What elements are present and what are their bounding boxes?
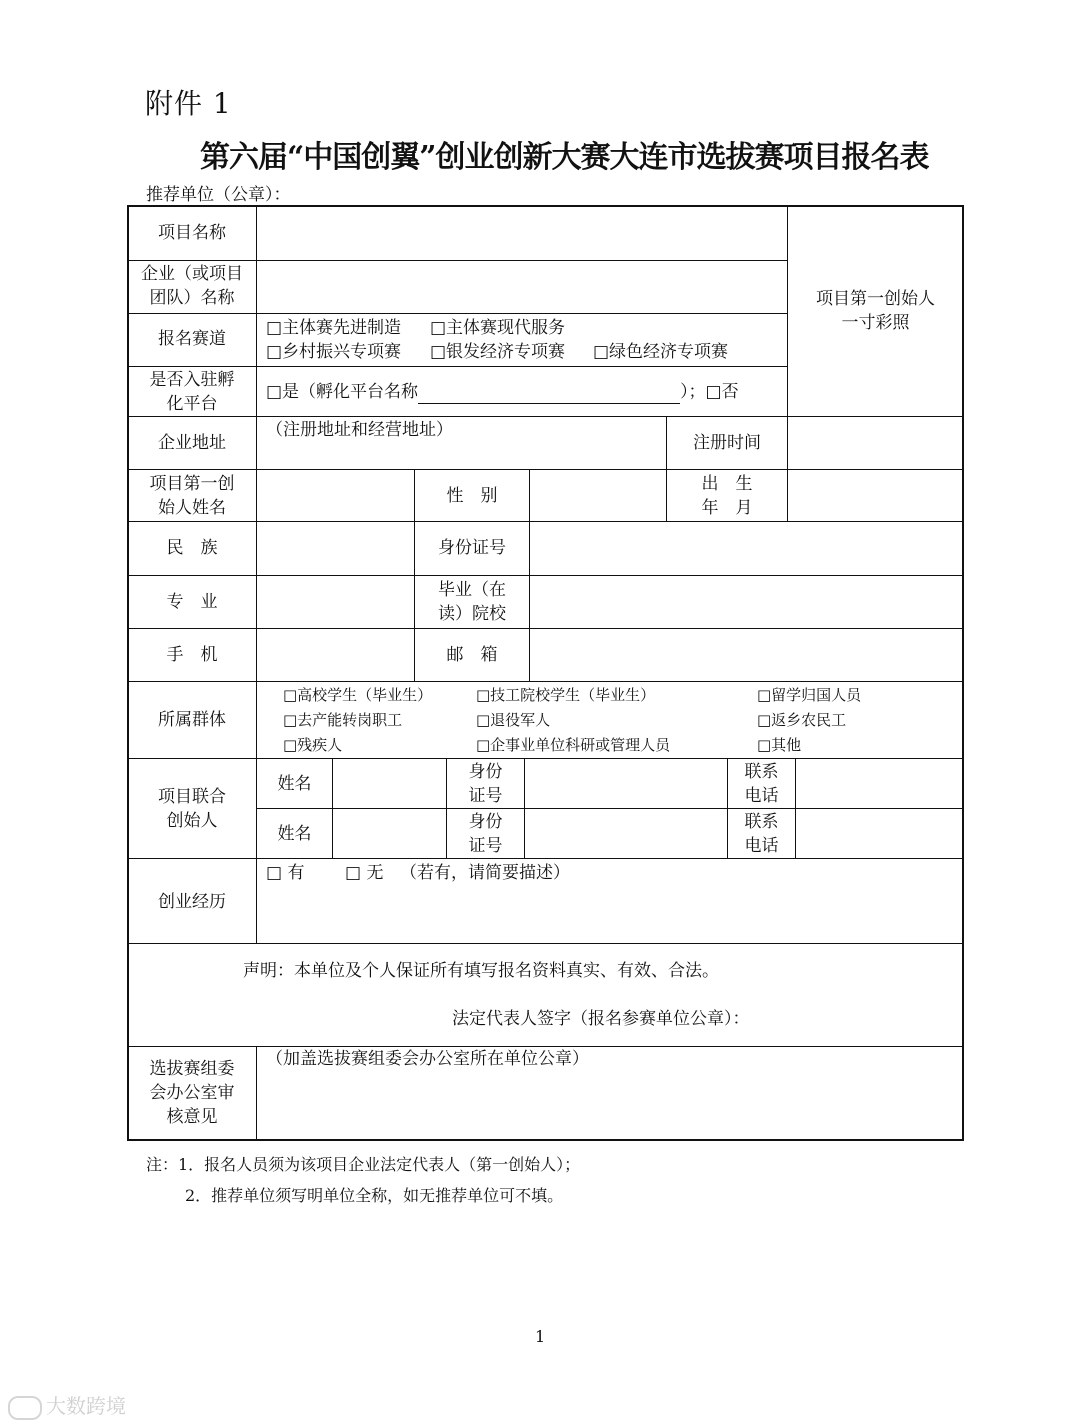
review-hint: （加盖选拔赛组委会办公室所在单位公章） [266, 1049, 589, 1069]
track-option-manufacturing[interactable]: □主体赛先进制造 [266, 318, 402, 338]
cofounder2-contact-label-line1: 联系 [744, 812, 779, 832]
attachment-label: 附件 1 [145, 87, 232, 120]
review-label-line3: 核意见 [166, 1107, 218, 1127]
founder-label-line1: 项目第一创 [149, 474, 235, 494]
cofounder-label-line1: 项目联合 [158, 787, 226, 807]
signature-label: 法定代表人签字（报名参赛单位公章）： [452, 1009, 750, 1029]
gender-label: 性 别 [446, 486, 498, 506]
cofounder2-contact-label-line2: 电话 [744, 836, 779, 856]
incubator-no-option[interactable]: ）；□否 [680, 382, 739, 402]
cofounder2-id-label-line2: 证号 [468, 836, 503, 856]
school-label-line1: 毕业（在 [438, 580, 506, 600]
birth-label-line1: 出 生 [701, 474, 753, 494]
photo-label-line2: 一寸彩照 [841, 313, 910, 333]
group-option-disabled[interactable]: □残疾人 [283, 736, 343, 754]
incubator-label-line1: 是否入驻孵 [149, 370, 235, 390]
track-option-rural[interactable]: □乡村振兴专项赛 [266, 342, 402, 362]
phone-label: 手 机 [166, 645, 218, 665]
row-divider [127, 943, 963, 944]
row-divider [127, 313, 787, 314]
row-divider [127, 858, 963, 859]
col-divider [795, 758, 796, 858]
group-option-returnee[interactable]: □留学归国人员 [757, 686, 862, 704]
page-number: 1 [535, 1327, 546, 1346]
group-option-researcher[interactable]: □企事业单位科研或管理人员 [476, 736, 671, 754]
row-divider [127, 575, 963, 576]
row-divider [127, 521, 963, 522]
track-label: 报名赛道 [158, 329, 226, 349]
cofounder1-id-label-line2: 证号 [468, 786, 503, 806]
cofounder2-id-label-line1: 身份 [468, 812, 503, 832]
row-divider [127, 416, 963, 417]
note-1: 注：1．报名人员须为该项目企业法定代表人（第一创始人）； [146, 1155, 581, 1174]
review-label-line1: 选拔赛组委 [149, 1059, 235, 1079]
track-option-green[interactable]: □绿色经济专项赛 [593, 342, 729, 362]
group-option-migrant[interactable]: □返乡农民工 [757, 711, 847, 729]
photo-label-line1: 项目第一创始人 [816, 289, 935, 309]
experience-hint: （若有，请简要描述） [400, 863, 570, 883]
col-divider [256, 1046, 257, 1140]
group-label: 所属群体 [158, 710, 226, 730]
cofounder1-id-label-line1: 身份 [468, 762, 503, 782]
row-divider [127, 628, 963, 629]
group-option-college[interactable]: □高校学生（毕业生） [283, 686, 433, 704]
declaration-text: 声明：本单位及个人保证所有填写报名资料真实、有效、合法。 [243, 961, 719, 981]
col-divider [524, 758, 525, 858]
row-divider [127, 260, 787, 261]
address-label: 企业地址 [158, 433, 226, 453]
company-name-label-line2: 团队）名称 [149, 288, 235, 308]
ethnicity-label: 民 族 [166, 538, 218, 558]
cofounder-label-line2: 创始人 [166, 811, 218, 831]
row-divider [127, 366, 787, 367]
address-hint: （注册地址和经营地址） [266, 420, 453, 440]
row-divider [127, 681, 963, 682]
project-name-label: 项目名称 [158, 223, 226, 243]
experience-label: 创业经历 [158, 892, 226, 912]
founder-label-line2: 始人姓名 [158, 498, 226, 518]
track-option-services[interactable]: □主体赛现代服务 [430, 318, 566, 338]
watermark-text: 大数跨境 [46, 1394, 126, 1418]
id-number-label: 身份证号 [438, 538, 506, 558]
col-divider [787, 205, 788, 521]
company-name-label-line1: 企业（或项目 [141, 264, 243, 284]
form-title: 第六届“中国创翼”创业创新大赛大连市选拔赛项目报名表 [200, 140, 929, 175]
recommender-label: 推荐单位（公章）： [146, 185, 291, 205]
col-divider [529, 469, 530, 681]
cofounder1-contact-label-line2: 电话 [744, 786, 779, 806]
incubator-option[interactable] [266, 380, 739, 404]
cofounder2-name-label: 姓名 [277, 824, 312, 844]
watermark [8, 1390, 126, 1420]
group-option-other[interactable]: □其他 [757, 736, 802, 754]
incubator-yes-option[interactable]: □是（孵化平台名称 [266, 382, 419, 402]
row-divider [127, 469, 963, 470]
watermark-logo-icon [8, 1396, 42, 1420]
birth-label-line2: 年 月 [701, 498, 753, 518]
group-option-transfer[interactable]: □去产能转岗职工 [283, 711, 403, 729]
track-option-silver[interactable]: □银发经济专项赛 [430, 342, 566, 362]
note-2: 2．推荐单位须写明单位全称，如无推荐单位可不填。 [185, 1186, 564, 1205]
major-label: 专 业 [166, 592, 218, 612]
review-label-line2: 会办公室审 [149, 1083, 235, 1103]
email-label: 邮 箱 [446, 645, 498, 665]
group-option-veteran[interactable]: □退役军人 [476, 711, 551, 729]
school-label-line2: 读）院校 [438, 604, 506, 624]
group-option-technical[interactable]: □技工院校学生（毕业生） [476, 686, 656, 704]
incubator-label-line2: 化平台 [166, 394, 218, 414]
cofounder1-contact-label-line1: 联系 [744, 762, 779, 782]
row-divider [127, 758, 963, 759]
col-divider [332, 758, 333, 858]
reg-time-label: 注册时间 [693, 433, 761, 453]
row-divider [256, 808, 963, 809]
experience-yes-option[interactable]: □ 有 [266, 863, 305, 883]
incubator-name-line[interactable] [418, 385, 680, 404]
cofounder1-name-label: 姓名 [277, 774, 312, 794]
experience-no-option[interactable]: □ 无 [345, 863, 384, 883]
